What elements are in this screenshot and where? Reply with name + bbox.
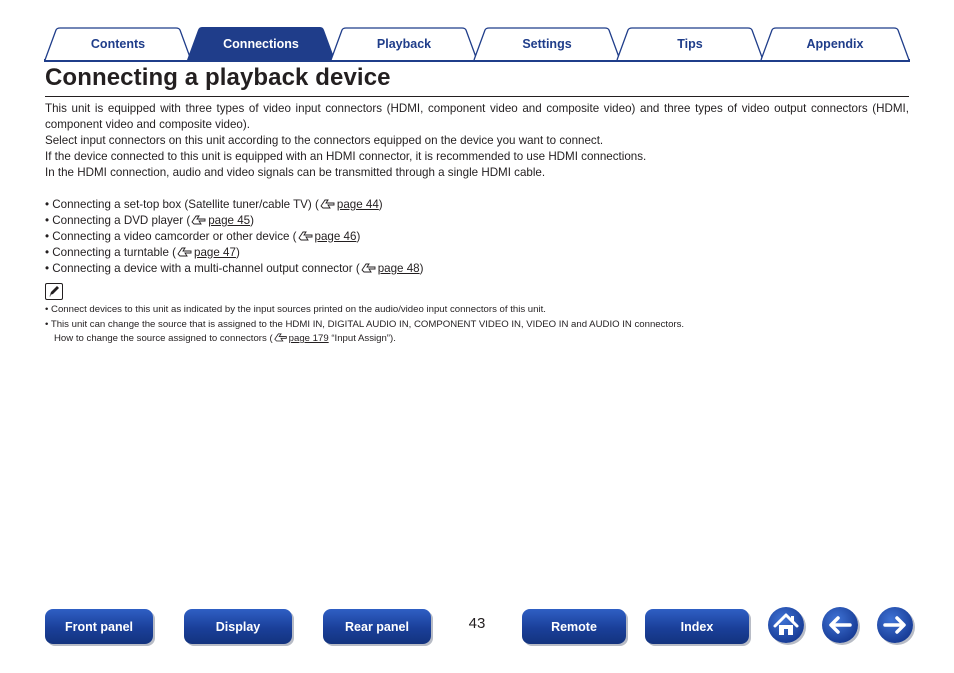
note-item: • Connect devices to this unit as indicated by the input sources printed on the audio/video input connectors of this unit.: [45, 304, 546, 315]
pencil-icon: [45, 283, 63, 300]
tab-appendix[interactable]: [760, 27, 910, 60]
tab-label: Tips: [677, 37, 703, 51]
page-ref-icon: [319, 198, 337, 209]
page-link[interactable]: page 46: [314, 230, 357, 243]
tab-contents[interactable]: [44, 27, 192, 60]
tab-settings[interactable]: [473, 27, 621, 60]
page-link[interactable]: page 45: [208, 214, 251, 227]
index-button[interactable]: Index: [645, 609, 749, 644]
list-item: • Connecting a device with a multi-channel output connector ( page 48): [45, 262, 424, 275]
connection-list: [45, 197, 909, 277]
page-link[interactable]: page 179: [288, 333, 329, 344]
tab-connections[interactable]: [187, 27, 335, 60]
tab-label: Playback: [376, 37, 432, 51]
list-item: • Connecting a turntable ( page 47): [45, 246, 240, 259]
intro-paragraph: This unit is equipped with three types of video input connectors (HDMI, component video and composite video) and three types of video output connectors (HDMI, component video and composite video).: [45, 102, 909, 131]
home-icon[interactable]: [768, 607, 804, 643]
tab-tips[interactable]: [616, 27, 764, 60]
tab-label: Settings: [522, 37, 572, 51]
page-number: 43: [468, 615, 486, 632]
page-link[interactable]: page 48: [377, 262, 420, 275]
remote-button[interactable]: Remote: [522, 609, 626, 644]
tab-label: Contents: [90, 37, 146, 51]
page-ref-icon: [273, 332, 289, 342]
intro-paragraph: In the HDMI connection, audio and video signals can be transmitted through a single HDMI cable.: [45, 166, 546, 179]
page-ref-icon: [190, 214, 208, 225]
page-link[interactable]: page 44: [336, 198, 379, 211]
notes: [45, 303, 909, 347]
page-ref-icon: [360, 262, 378, 273]
tab-label: Connections: [223, 37, 299, 51]
tab-label: Appendix: [806, 37, 864, 51]
page-link[interactable]: page 47: [194, 246, 236, 259]
list-item: • Connecting a set-top box (Satellite tuner/cable TV) ( page 44): [45, 198, 383, 211]
note-item: How to change the source assigned to connectors ( page 179 “Input Assign”).: [54, 333, 396, 344]
page-ref-icon: [297, 230, 315, 241]
front-panel-button[interactable]: Front panel: [45, 609, 153, 644]
title-divider: [45, 96, 909, 97]
page-title: Connecting a playback device: [45, 64, 391, 91]
tab-bar: [44, 27, 910, 62]
list-item: • Connecting a video camcorder or other device ( page 46): [45, 230, 361, 243]
intro-paragraph: Select input connectors on this unit according to the connectors equipped on the device you want to connect.: [45, 134, 604, 147]
back-arrow-icon[interactable]: [822, 607, 858, 643]
intro-text: [45, 101, 909, 181]
display-button[interactable]: Display: [184, 609, 292, 644]
intro-paragraph: If the device connected to this unit is equipped with an HDMI connector, it is recommended to use HDMI connections.: [45, 150, 647, 163]
tab-playback[interactable]: [330, 27, 478, 60]
forward-arrow-icon[interactable]: [877, 607, 913, 643]
rear-panel-button[interactable]: Rear panel: [323, 609, 431, 644]
note-item: • This unit can change the source that is assigned to the HDMI IN, DIGITAL AUDIO IN, COMPONENT VIDEO IN, VIDEO IN and AUDIO IN connectors.: [45, 318, 685, 330]
list-item: • Connecting a DVD player ( page 45): [45, 214, 254, 227]
page-ref-icon: [176, 246, 194, 257]
